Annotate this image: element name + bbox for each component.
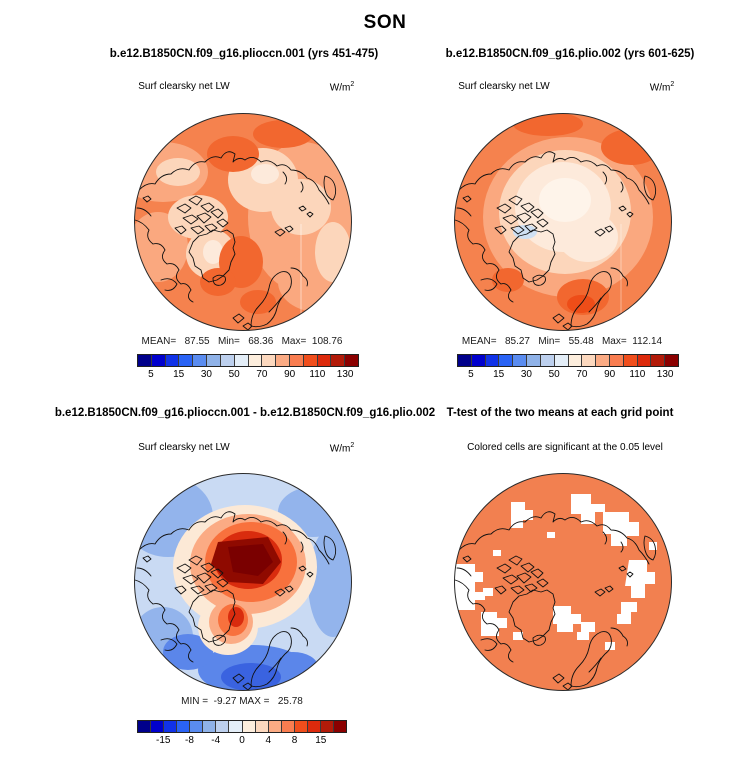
colorbar-ticks <box>137 369 359 382</box>
colorbar-segment <box>471 355 485 366</box>
panel1-colorbar <box>137 354 359 382</box>
colorbar-segment <box>150 721 163 732</box>
panel3-title: b.e12.B1850CN.f09_g16.plioccn.001 - b.e12.B1850CN.f09_g16.plio.002 <box>54 407 436 419</box>
colorbar-segment <box>242 721 255 732</box>
colorbar-tick-label: -15 <box>156 735 171 746</box>
colorbar-segment <box>138 721 150 732</box>
map-ttest <box>453 472 673 692</box>
unit-base: W/m <box>329 82 351 94</box>
colorbar-segment <box>303 355 317 366</box>
panel1-variable-label: Surf clearsky net LW <box>138 81 230 92</box>
colorbar-segment <box>228 721 241 732</box>
colorbar-segment <box>498 355 512 366</box>
colorbar-tick-label: 130 <box>336 369 354 380</box>
colorbar-segment <box>234 355 248 366</box>
colorbar-tick-label: 15 <box>173 369 185 380</box>
panel4-title: T-test of the two means at each grid point <box>446 407 674 419</box>
colorbar-segment <box>202 721 215 732</box>
panel2-variable-label: Surf clearsky net LW <box>458 81 550 92</box>
colorbar-segment <box>317 355 331 366</box>
colorbar-tick-label: 4 <box>265 735 272 746</box>
colorbar-segment <box>344 355 358 366</box>
colorbar-segment <box>330 355 344 366</box>
colorbar-segments <box>137 720 347 733</box>
colorbar-segment <box>281 721 294 732</box>
colorbar-segment <box>289 355 303 366</box>
colorbar-segment <box>151 355 165 366</box>
colorbar-tick-label: 5 <box>468 369 474 380</box>
unit-exponent: 2 <box>350 442 355 449</box>
colorbar-segment <box>526 355 540 366</box>
colorbar-segment <box>248 355 262 366</box>
colorbar-segment <box>512 355 526 366</box>
colorbar-segment <box>623 355 637 366</box>
panel3-variable-label: Surf clearsky net LW <box>138 442 230 453</box>
colorbar-segment <box>595 355 609 366</box>
colorbar-tick-label: 30 <box>520 369 532 380</box>
colorbar-tick-label: 50 <box>548 369 560 380</box>
colorbar-tick-label: -4 <box>211 735 221 746</box>
colorbar-tick-label: 8 <box>291 735 298 746</box>
colorbar-segment <box>165 355 179 366</box>
colorbar-tick-label: 70 <box>576 369 588 380</box>
colorbar-segment <box>320 721 333 732</box>
map-difference <box>133 472 353 692</box>
colorbar-tick-label: -8 <box>185 735 194 746</box>
unit-exponent: 2 <box>350 81 355 88</box>
colorbar-tick-label: 90 <box>284 369 296 380</box>
colorbar-segment <box>485 355 499 366</box>
colorbar-tick-label: 90 <box>604 369 616 380</box>
panel4-subtitle: Colored cells are significant at the 0.05 level <box>467 442 663 453</box>
colorbar-ticks <box>137 735 347 748</box>
colorbar-tick-label: 110 <box>629 369 646 380</box>
colorbar-segments <box>137 354 359 367</box>
colorbar-segment <box>650 355 664 366</box>
panel2-units-label <box>632 81 692 93</box>
colorbar-tick-label: 70 <box>256 369 268 380</box>
colorbar-tick-label: 130 <box>656 369 674 380</box>
unit-base: W/m <box>649 82 671 94</box>
colorbar-segment <box>176 721 189 732</box>
colorbar-segment <box>275 355 289 366</box>
colorbar-tick-label: 15 <box>493 369 505 380</box>
colorbar-segment <box>307 721 320 732</box>
colorbar-segment <box>163 721 176 732</box>
colorbar-segment <box>220 355 234 366</box>
colorbar-tick-label: 0 <box>239 735 245 746</box>
colorbar-segment <box>206 355 220 366</box>
panel3-colorbar <box>137 720 347 748</box>
colorbar-segment <box>568 355 582 366</box>
colorbar-segment <box>581 355 595 366</box>
colorbar-tick-label: 30 <box>200 369 212 380</box>
panel1-stats: MEAN= 87.55 Min= 68.36 Max= 108.76 <box>141 336 343 347</box>
panel2-stats: MEAN= 85.27 Min= 55.48 Max= 112.14 <box>461 336 663 347</box>
unit-base: W/m <box>329 443 351 455</box>
colorbar-segment <box>333 721 346 732</box>
panel1-units-label <box>312 81 372 93</box>
map-case1 <box>133 112 353 332</box>
panel1-title: b.e12.B1850CN.f09_g16.plioccn.001 (yrs 451-475) <box>109 48 379 60</box>
panel2-title: b.e12.B1850CN.f09_g16.plio.002 (yrs 601-625) <box>445 48 695 60</box>
colorbar-segment <box>255 721 268 732</box>
colorbar-tick-label: 110 <box>309 369 326 380</box>
colorbar-segment <box>664 355 678 366</box>
panel2-colorbar <box>457 354 679 382</box>
season-title: SON <box>363 12 407 33</box>
colorbar-tick-label: 50 <box>228 369 240 380</box>
colorbar-segment <box>458 355 471 366</box>
colorbar-segment <box>637 355 651 366</box>
panel3-units-label <box>312 442 372 454</box>
panel3-stats: MIN = -9.27 MAX = 25.78 <box>181 696 303 707</box>
colorbar-segment <box>554 355 568 366</box>
colorbar-segment <box>268 721 281 732</box>
colorbar-segment <box>192 355 206 366</box>
colorbar-segment <box>540 355 554 366</box>
colorbar-segment <box>178 355 192 366</box>
colorbar-segment <box>294 721 307 732</box>
colorbar-segment <box>261 355 275 366</box>
colorbar-segments <box>457 354 679 367</box>
colorbar-ticks <box>457 369 679 382</box>
colorbar-segment <box>215 721 228 732</box>
colorbar-tick-label: 5 <box>148 369 154 380</box>
colorbar-segment <box>138 355 151 366</box>
colorbar-tick-label: 15 <box>315 735 327 746</box>
colorbar-segment <box>609 355 623 366</box>
unit-exponent: 2 <box>670 81 675 88</box>
map-case2 <box>453 112 673 332</box>
colorbar-segment <box>189 721 202 732</box>
